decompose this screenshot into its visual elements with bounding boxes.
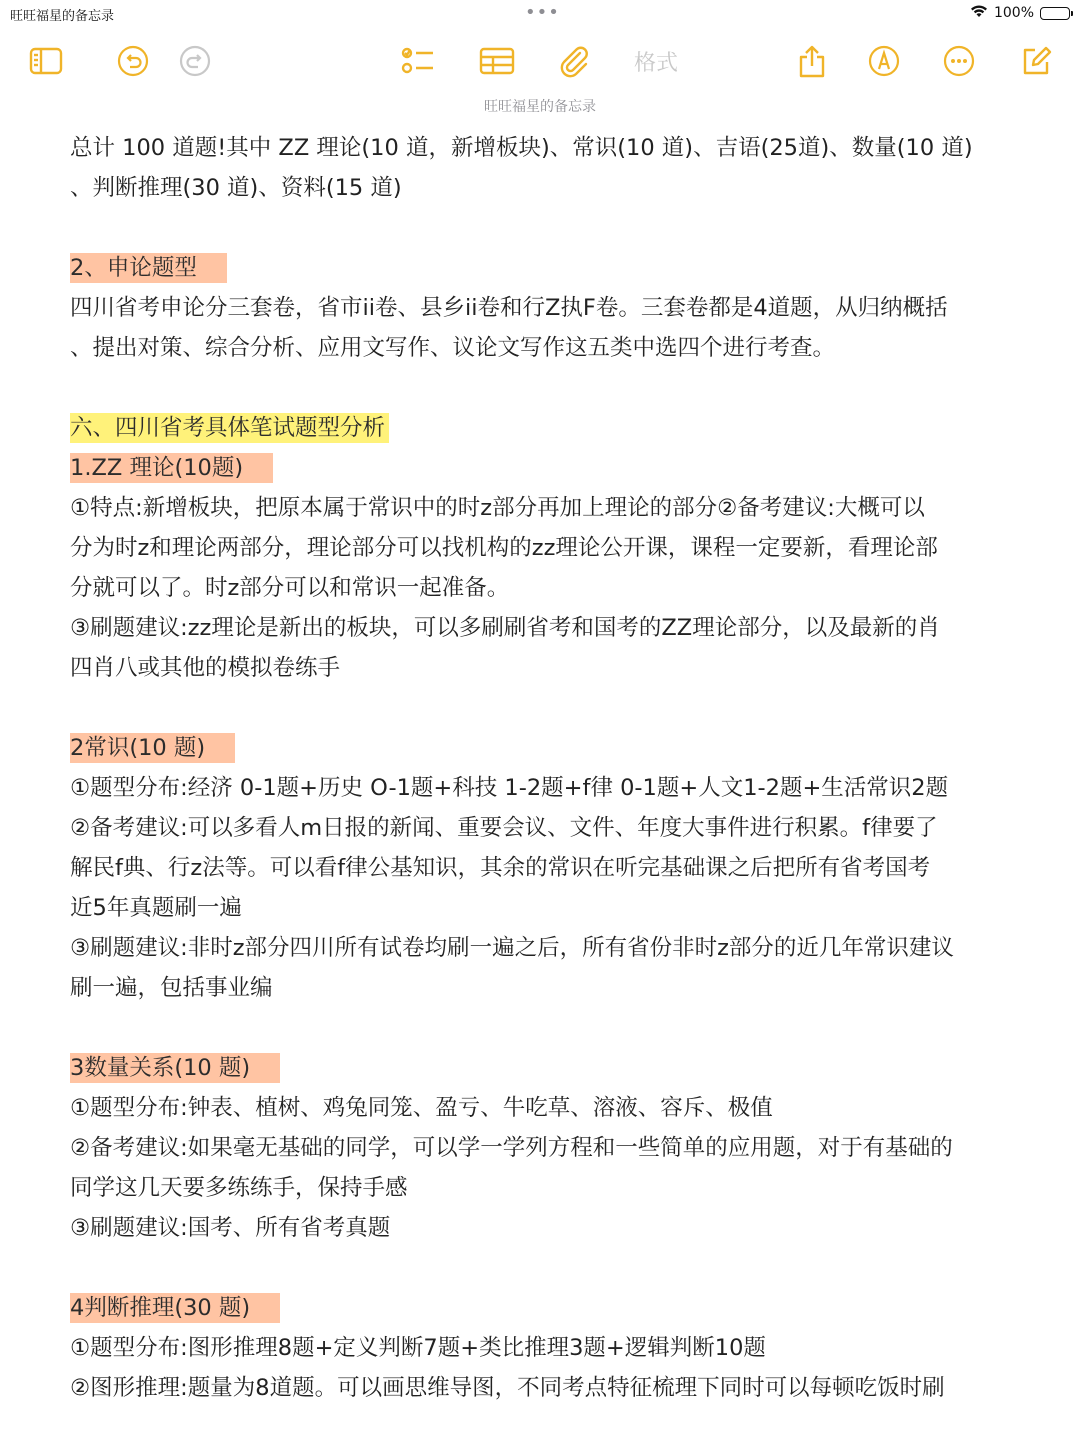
share-icon xyxy=(797,44,827,78)
text-line: 四川省考申论分三套卷，省市ii卷、县乡ii卷和行Z执F卷。三套卷都是4道题，从归纳概括 xyxy=(70,295,948,321)
status-note-owner: 旺旺福星的备忘录 xyxy=(10,9,115,24)
attachment-button[interactable] xyxy=(551,38,597,84)
wifi-icon xyxy=(970,4,988,22)
blank-line xyxy=(70,688,1005,728)
text-line: 解民f典、行z法等。可以看f律公基知识，其余的常识在听完基础课之后把所有省考国考 xyxy=(70,855,931,881)
checklist-button[interactable] xyxy=(395,38,441,84)
blank-line xyxy=(70,1008,1005,1048)
battery-icon xyxy=(1040,7,1070,20)
status-bar xyxy=(0,0,1080,28)
heading-common-sense: 2常识(10 题) xyxy=(70,733,235,763)
text-line: ③刷题建议:非时z部分四川所有试卷均刷一遍之后，所有省份非时z部分的近几年常识建议 xyxy=(70,935,954,961)
text-line: 四肖八或其他的模拟卷练手 xyxy=(70,655,341,681)
redo-icon xyxy=(179,45,211,77)
markup-button[interactable] xyxy=(861,38,907,84)
section-heading xyxy=(70,1288,1005,1328)
table-icon xyxy=(479,47,515,75)
text-line: ③刷题建议:国考、所有省考真题 xyxy=(70,1215,391,1241)
paperclip-icon xyxy=(558,44,590,78)
text-line: 刷一遍，包括事业编 xyxy=(70,975,273,1001)
table-button[interactable] xyxy=(474,38,520,84)
more-icon xyxy=(943,45,975,77)
text-line: ①特点:新增板块，把原本属于常识中的时z部分再加上理论的部分②备考建议:大概可以 xyxy=(70,495,925,521)
note-body[interactable] xyxy=(70,128,1005,1408)
heading-zz-theory: 1.ZZ 理论(10题) xyxy=(70,453,273,483)
sidebar-toggle-button[interactable] xyxy=(23,38,69,84)
heading-section-six: 六、四川省考具体笔试题型分析 xyxy=(70,413,389,443)
text-line: ③刷题建议:zz理论是新出的板块，可以多刷刷省考和国考的ZZ理论部分，以及最新的肖 xyxy=(70,615,940,641)
heading-shenlun: 2、申论题型 xyxy=(70,253,227,283)
toolbar xyxy=(0,38,1080,86)
battery-percent: 100% xyxy=(993,5,1034,21)
text-line: ①题型分布:经济 0-1题+历史 O-1题+科技 1-2题+f律 0-1题+人文1-2题+生活常识2题 xyxy=(70,775,949,801)
heading-judgment: 4判断推理(30 题) xyxy=(70,1293,280,1323)
text-line: 总计 100 道题!其中 ZZ 理论(10 道，新增板块)、常识(10 道)、吉语(25道)、数量(10 道) xyxy=(70,135,973,161)
markup-icon xyxy=(868,45,900,77)
undo-icon xyxy=(117,45,149,77)
compose-icon xyxy=(1020,45,1052,77)
blank-line xyxy=(70,208,1005,248)
text-line: 、提出对策、综合分析、应用文写作、议论文写作这五类中选四个进行考查。 xyxy=(70,335,836,361)
text-line: ②备考建议:如果毫无基础的同学，可以学一学列方程和一些简单的应用题，对于有基础的 xyxy=(70,1135,953,1161)
heading-quantity: 3数量关系(10 题) xyxy=(70,1053,280,1083)
section-heading xyxy=(70,728,1005,768)
document-title: 旺旺福星的备忘录 xyxy=(484,99,596,115)
undo-button[interactable] xyxy=(110,38,156,84)
text-line: 同学这几天要多练练手，保持手感 xyxy=(70,1175,408,1201)
text-line: ②备考建议:可以多看人m日报的新闻、重要会议、文件、年度大事件进行积累。f律要了 xyxy=(70,815,938,841)
share-button[interactable] xyxy=(789,38,835,84)
sidebar-icon xyxy=(29,47,63,75)
section-heading xyxy=(70,408,1005,448)
multitasking-dots[interactable]: ••• xyxy=(525,2,560,23)
text-line: ①题型分布:钟表、植树、鸡兔同笼、盈亏、牛吃草、溶液、容斥、极值 xyxy=(70,1095,773,1121)
checklist-icon xyxy=(400,45,436,77)
text-line: 分就可以了。时z部分可以和常识一起准备。 xyxy=(70,575,510,601)
status-indicators xyxy=(970,4,1070,22)
section-heading xyxy=(70,248,1005,288)
text-line: ②图形推理:题量为8道题。可以画思维导图，不同考点特征梳理下同时可以每顿吃饭时刷 xyxy=(70,1375,945,1401)
text-line: 分为时z和理论两部分，理论部分可以找机构的zz理论公开课，课程一定要新，看理论部 xyxy=(70,535,938,561)
text-line: 、判断推理(30 道)、资料(15 道) xyxy=(70,175,402,201)
compose-button[interactable] xyxy=(1013,38,1059,84)
blank-line xyxy=(70,1248,1005,1288)
redo-button[interactable] xyxy=(172,38,218,84)
blank-line xyxy=(70,368,1005,408)
format-button[interactable]: 格式 xyxy=(633,50,678,76)
more-button[interactable] xyxy=(936,38,982,84)
section-heading xyxy=(70,1048,1005,1088)
text-line: 近5年真题刷一遍 xyxy=(70,895,242,921)
text-line: ①题型分布:图形推理8题+定义判断7题+类比推理3题+逻辑判断10题 xyxy=(70,1335,766,1361)
section-heading xyxy=(70,448,1005,488)
